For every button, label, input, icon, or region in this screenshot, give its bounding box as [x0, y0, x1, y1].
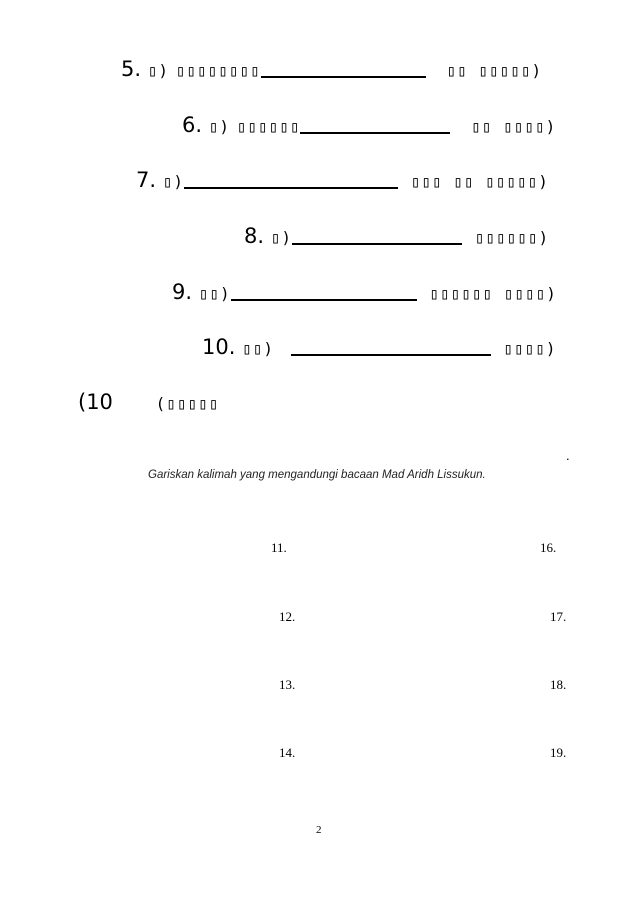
question-text-after: ▯▯▯▯▯▯) [474, 228, 550, 247]
item-number-13: 13. [279, 677, 296, 692]
score-marks: (10 [78, 390, 113, 414]
question-10 [202, 334, 557, 362]
item-number-16: 16. [540, 540, 557, 555]
question-number: 6. [182, 113, 203, 137]
question-option: ▯) [208, 117, 230, 136]
answer-blank[interactable] [292, 225, 462, 245]
item-number-19: 19. [550, 745, 567, 760]
question-9 [172, 279, 557, 307]
question-text-after: ▯▯ ▯▯▯▯) [471, 117, 557, 136]
question-text-after: ▯▯▯▯) [503, 339, 557, 358]
section-instruction: Gariskan kalimah yang mengandungi bacaan Mad Aridh Lissukun. [148, 469, 486, 481]
question-6 [182, 112, 556, 140]
question-option: ▯) [270, 228, 292, 247]
answer-blank[interactable] [291, 336, 491, 356]
question-option: ▯▯) [242, 339, 274, 358]
question-text-after: ▯▯▯▯▯▯ ▯▯▯▯) [429, 284, 557, 303]
page-number: 2 [316, 824, 322, 836]
question-text-before: ▯▯▯▯▯▯▯▯ [175, 61, 261, 80]
item-number-17: 17. [550, 609, 567, 624]
question-number: 7. [136, 168, 157, 192]
question-number: 10. [202, 335, 236, 359]
question-7 [136, 167, 549, 195]
question-number: 8. [244, 224, 265, 248]
item-number-12: 12. [279, 609, 296, 624]
question-option: ▯) [162, 172, 184, 191]
section-dot: . [566, 448, 570, 463]
question-option: ▯) [147, 61, 169, 80]
question-option: ▯▯) [198, 284, 231, 303]
item-number-11: 11. [271, 540, 287, 555]
question-number: 9. [172, 280, 193, 304]
answer-blank[interactable] [184, 169, 398, 189]
score-line [78, 389, 219, 417]
question-text-after: ▯▯ ▯▯▯▯▯) [446, 61, 543, 80]
answer-blank[interactable] [261, 58, 426, 78]
score-label: (▯▯▯▯▯ [155, 394, 220, 413]
question-8 [244, 223, 549, 251]
question-5 [121, 56, 542, 84]
item-number-14: 14. [279, 745, 296, 760]
item-number-18: 18. [550, 677, 567, 692]
answer-blank[interactable] [231, 281, 417, 301]
question-text-before: ▯▯▯▯▯▯ [236, 117, 301, 136]
question-number: 5. [121, 57, 142, 81]
answer-blank[interactable] [300, 114, 450, 134]
question-text-after: ▯▯▯ ▯▯ ▯▯▯▯▯) [410, 172, 549, 191]
